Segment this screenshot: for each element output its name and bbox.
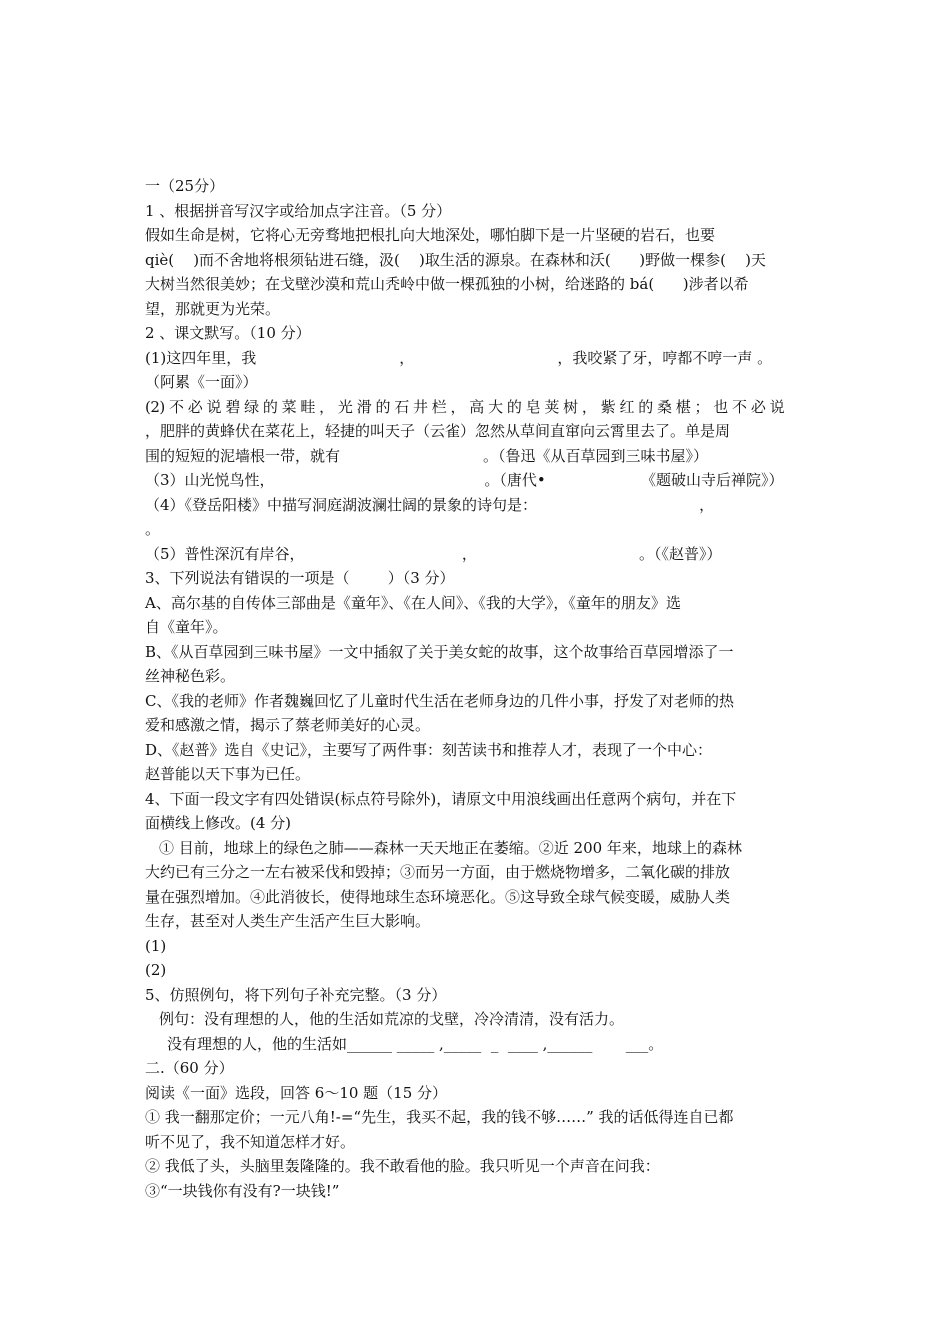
option-c-cont: 爱和感激之情，揭示了蔡老师美好的心灵。	[145, 716, 431, 734]
text-line: （5）普性深沉有岸谷， ， 。（《赵普》）	[145, 544, 722, 563]
question-heading: 2 、课文默写。（10 分）	[145, 324, 311, 342]
passage-line: ② 我低了头，头脑里轰隆隆的。我不敢看他的脸。我只听见一个声音在问我：	[145, 1157, 660, 1175]
option-a: A、高尔基的自传体三部曲是《童年》、《在人间》、《我的大学》，《童年的朋友》选	[145, 593, 681, 612]
text-line: （4）《登岳阳楼》中描写洞庭湖波澜壮阔的景象的诗句是： ，	[145, 495, 715, 514]
passage-line: 听不见了，我不知道怎样才好。	[145, 1132, 356, 1151]
reading-heading: 阅读《一面》选段，回答 6～10 题（15 分）	[145, 1083, 448, 1102]
answer-line-2: (2)	[145, 961, 167, 979]
question-heading: 5、仿照例句，将下列句子补充完整。（3 分）	[145, 985, 447, 1004]
section-heading: 一（25分）	[145, 177, 225, 195]
document-page	[145, 174, 810, 1203]
option-d: D、《赵普》选自《史记》，主要写了两件事：刻苦读书和推荐人才，表现了一个中心：	[145, 740, 713, 759]
example-sentence: 例句：没有理想的人，他的生活如荒凉的戈壁，冷冷清清，没有活力。	[159, 1010, 625, 1028]
text-line: 假如生命是树，它将心无旁骛地把根扎向大地深处，哪怕脚下是一片坚硬的岩石，也要	[145, 226, 716, 244]
text-line: （3）山光悦鸟性， 。（唐代• 《题破山寺后禅院》）	[145, 471, 784, 489]
text-line: 。	[145, 520, 161, 538]
answer-line-1: (1)	[145, 936, 167, 955]
text-line: 大树当然很美妙；在戈壁沙漠和荒山秃岭中做一棵孤独的小树，给迷路的 bá( )涉者以希	[145, 275, 749, 293]
passage-line: ① 我一翻那定价；一元八角!-=“先生，我买不起，我的钱不够……” 我的话低得连自已都	[145, 1108, 734, 1126]
option-a-cont: 自《童年》。	[145, 618, 228, 636]
passage-line: 量在强烈增加。④此消彼长，使得地球生态环境恶化。⑤这导致全球气候变暖，威胁人类	[145, 887, 731, 906]
question-heading: 1 、根据拼音写汉字或给加点字注音。（5 分）	[145, 201, 452, 220]
option-d-cont: 赵普能以天下事为已任。	[145, 765, 311, 783]
text-line: 围的短短的泥墙根一带，就有 。（鲁迅《从百草园到三味书屋》）	[145, 446, 709, 465]
option-b-cont: 丝神秘色彩。	[145, 667, 236, 685]
passage-line: 生存，甚至对人类生产生活产生巨大影响。	[145, 912, 431, 930]
fill-in-sentence: 没有理想的人，他的生活如______ _____ ,_____ _ ____ ,______ ___。	[167, 1034, 664, 1053]
option-c: C、《我的老师》作者魏巍回忆了儿童时代生活在老师身边的几件小事，抒发了对老师的热	[145, 691, 734, 710]
option-b: B、《从百草园到三味书屋》一文中插叙了关于美女蛇的故事，这个故事给百草园增添了一	[145, 642, 734, 661]
text-line: qiè( )而不舍地将根须钻进石缝，汲( )取生活的源泉。在森林和沃( )野做一棵参( )天	[145, 250, 766, 269]
passage-line: ③“一块钱你有没有?一块钱!”	[145, 1181, 340, 1200]
question-heading: 3、下列说法有错误的一项是（ ）（3 分）	[145, 569, 455, 587]
text-line: ，肥胖的黄蜂伏在菜花上，轻捷的叫天子（云雀）忽然从草间直窜向云霄里去了。单是周	[145, 422, 731, 440]
text-line: 望，那就更为光荣。	[145, 299, 281, 318]
passage-line: ① 目前，地球上的绿色之肺——森林一天天地正在萎缩。②近 200 年来，地球上的森林	[159, 838, 742, 857]
passage-line: 大约已有三分之一左右被采伐和毁掉；③而另一方面，由于燃烧物增多，二氧化碳的排放	[145, 863, 731, 881]
text-line: (1)这四年里，我 ， ，我咬紧了牙，哼都不哼一声 。	[145, 348, 773, 367]
section-heading: 二.（60 分）	[145, 1059, 234, 1077]
question-heading: 4、下面一段文字有四处错误(标点符号除外)，请原文中用浪线画出任意两个病句，并在下	[145, 789, 737, 808]
text-line: (2) 不 必 说 碧 绿 的 菜 畦 ， 光 滑 的 石 井 栏 ， 高 大 的 皂 荚 树 ， 紫 红 的 桑 椹 ； 也 不 必 说	[145, 397, 785, 416]
text-line: 面横线上修改。(4 分)	[145, 814, 292, 832]
text-line: （阿累《一面》）	[145, 373, 258, 391]
